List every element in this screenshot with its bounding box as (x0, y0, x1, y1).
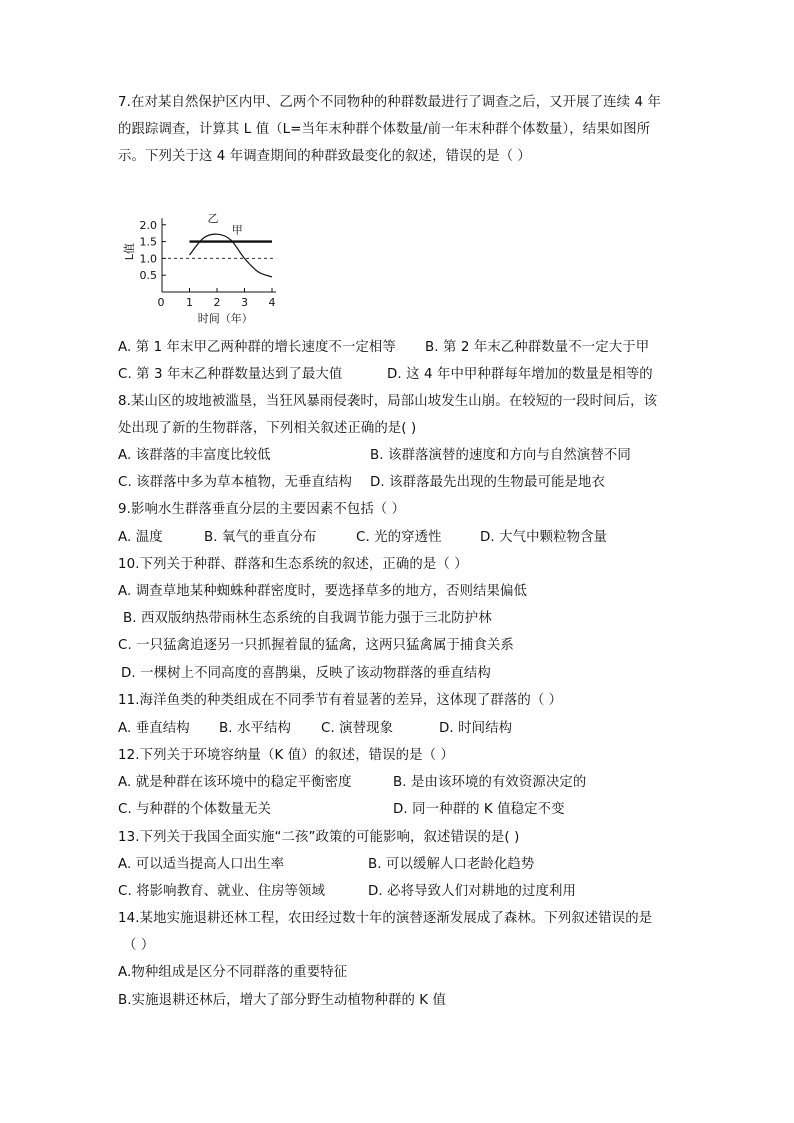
q7-option-a[interactable]: A. 第 1 年末甲乙两种群的增长速度不一定相等 (118, 340, 396, 355)
y-axis-title: L值 (123, 243, 136, 261)
q13-option-a[interactable]: A. 可以适当提高人口出生率 (118, 857, 285, 872)
q11-option-a[interactable]: A. 垂直结构 (118, 721, 190, 736)
q11-stem: 11.海洋鱼类的种类组成在不同季节有着显著的差异，这体现了群落的（ ） (118, 693, 563, 708)
x-tick-label: 2 (213, 296, 221, 309)
q8-stem-line-1: 8.某山区的坡地被滥垦，当狂风暴雨侵袭时，局部山坡发生山崩。在较短的一段时间后，该 (118, 394, 658, 409)
y-tick-label: 2.0 (139, 218, 157, 232)
x-tick-label: 0 (157, 296, 165, 309)
q7-option-c[interactable]: C. 第 3 年末乙种群数量达到了最大值 (118, 367, 343, 382)
q10-option-d[interactable]: D. 一棵树上不同高度的喜鹊巢，反映了该动物群落的垂直结构 (121, 666, 491, 681)
q9-option-b[interactable]: B. 氧气的垂直分布 (204, 530, 317, 545)
q7-stem-line-3: 示。下列关于这 4 年调查期间的种群致最变化的叙述，错误的是（ ） (118, 149, 531, 164)
y-tick-label: 1.0 (139, 252, 157, 266)
x-axis-title: 时间（年） (197, 312, 253, 325)
q14-option-a[interactable]: A.物种组成是区分不同群落的重要特征 (118, 965, 348, 980)
q12-option-a[interactable]: A. 就是种群在该环境中的稳定平衡密度 (118, 775, 352, 790)
q8-stem-line-2: 处出现了新的生物群落，下列相关叙述正确的是( ) (118, 421, 417, 436)
x-tick-label: 3 (241, 296, 248, 309)
y-tick-label: 1.5 (139, 235, 157, 249)
q7-stem-line-2: 的跟踪调查，计算其 L 值（L=当年末种群个体数量/前一年末种群个体数量），结果如图所 (118, 122, 651, 137)
q7-option-d[interactable]: D. 这 4 年中甲种群每年增加的数量是相等的 (387, 367, 653, 382)
series-label-yi: 乙 (207, 211, 219, 225)
chart-axes (162, 218, 276, 292)
y-tick-label: 0.5 (139, 269, 157, 283)
q8-option-b[interactable]: B. 该群落演替的速度和方向与自然演替不同 (370, 448, 631, 463)
x-tick-label: 4 (268, 296, 276, 309)
l-value-line-chart (112, 186, 302, 328)
q14-stem-line-2: （ ） (123, 938, 155, 953)
q9-option-d[interactable]: D. 大气中颗粒物含量 (480, 530, 608, 545)
chart-series (162, 234, 276, 277)
q8-option-a[interactable]: A. 该群落的丰富度比较低 (118, 448, 271, 463)
q12-option-b[interactable]: B. 是由该环境的有效资源决定的 (393, 775, 587, 790)
q9-option-a[interactable]: A. 温度 (118, 530, 163, 545)
q13-stem: 13.下列关于我国全面实施“二孩”政策的可能影响，叙述错误的是( ) (118, 830, 520, 845)
q10-option-a[interactable]: A. 调查草地某种蜘蛛种群密度时，要选择草多的地方，否则结果偏低 (118, 584, 527, 599)
q13-option-c[interactable]: C. 将影响教育、就业、住房等领域 (118, 884, 326, 899)
q8-option-c[interactable]: C. 该群落中多为草本植物，无垂直结构 (118, 475, 353, 490)
q12-option-d[interactable]: D. 同一种群的 K 值稳定不变 (393, 802, 565, 817)
q14-option-b[interactable]: B.实施退耕还林后，增大了部分野生动植物种群的 K 值 (118, 993, 447, 1008)
q11-option-d[interactable]: D. 时间结构 (439, 721, 513, 736)
q13-option-b[interactable]: B. 可以缓解人口老龄化趋势 (368, 857, 535, 872)
q10-option-c[interactable]: C. 一只猛禽追逐另一只抓握着鼠的猛禽，这两只猛禽属于捕食关系 (118, 638, 514, 653)
q10-option-b[interactable]: B. 西双版纳热带雨林生态系统的自我调节能力强于三北防护林 (123, 611, 492, 626)
q8-option-d[interactable]: D. 该群落最先出现的生物最可能是地衣 (370, 475, 605, 490)
q9-stem: 9.影响水生群落垂直分层的主要因素不包括（ ） (118, 502, 406, 517)
q14-stem-line-1: 14.某地实施退耕还林工程，农田经过数十年的演替逐渐发展成了森林。下列叙述错误的是 (118, 911, 653, 926)
x-tick-label: 1 (186, 296, 193, 309)
q11-option-b[interactable]: B. 水平结构 (219, 721, 291, 736)
q9-option-c[interactable]: C. 光的穿透性 (356, 530, 442, 545)
chart-ticks (140, 219, 276, 309)
q12-option-c[interactable]: C. 与种群的个体数量无关 (118, 802, 272, 817)
q13-option-d[interactable]: D. 必将导致人们对耕地的过度利用 (368, 884, 576, 899)
q10-stem: 10.下列关于种群、群落和生态系统的叙述，正确的是（ ） (118, 557, 468, 572)
q12-stem: 12.下列关于环境容纳量（K 值）的叙述，错误的是（ ） (118, 748, 454, 763)
q11-option-c[interactable]: C. 演替现象 (321, 721, 394, 736)
q7-stem-line-1: 7.在对某自然保护区内甲、乙两个不同物种的种群数最进行了调查之后，又开展了连续 4 年 (118, 95, 661, 110)
series-label-jia: 甲 (231, 223, 243, 237)
q7-option-b[interactable]: B. 第 2 年末乙种群数量不一定大于甲 (425, 340, 650, 355)
